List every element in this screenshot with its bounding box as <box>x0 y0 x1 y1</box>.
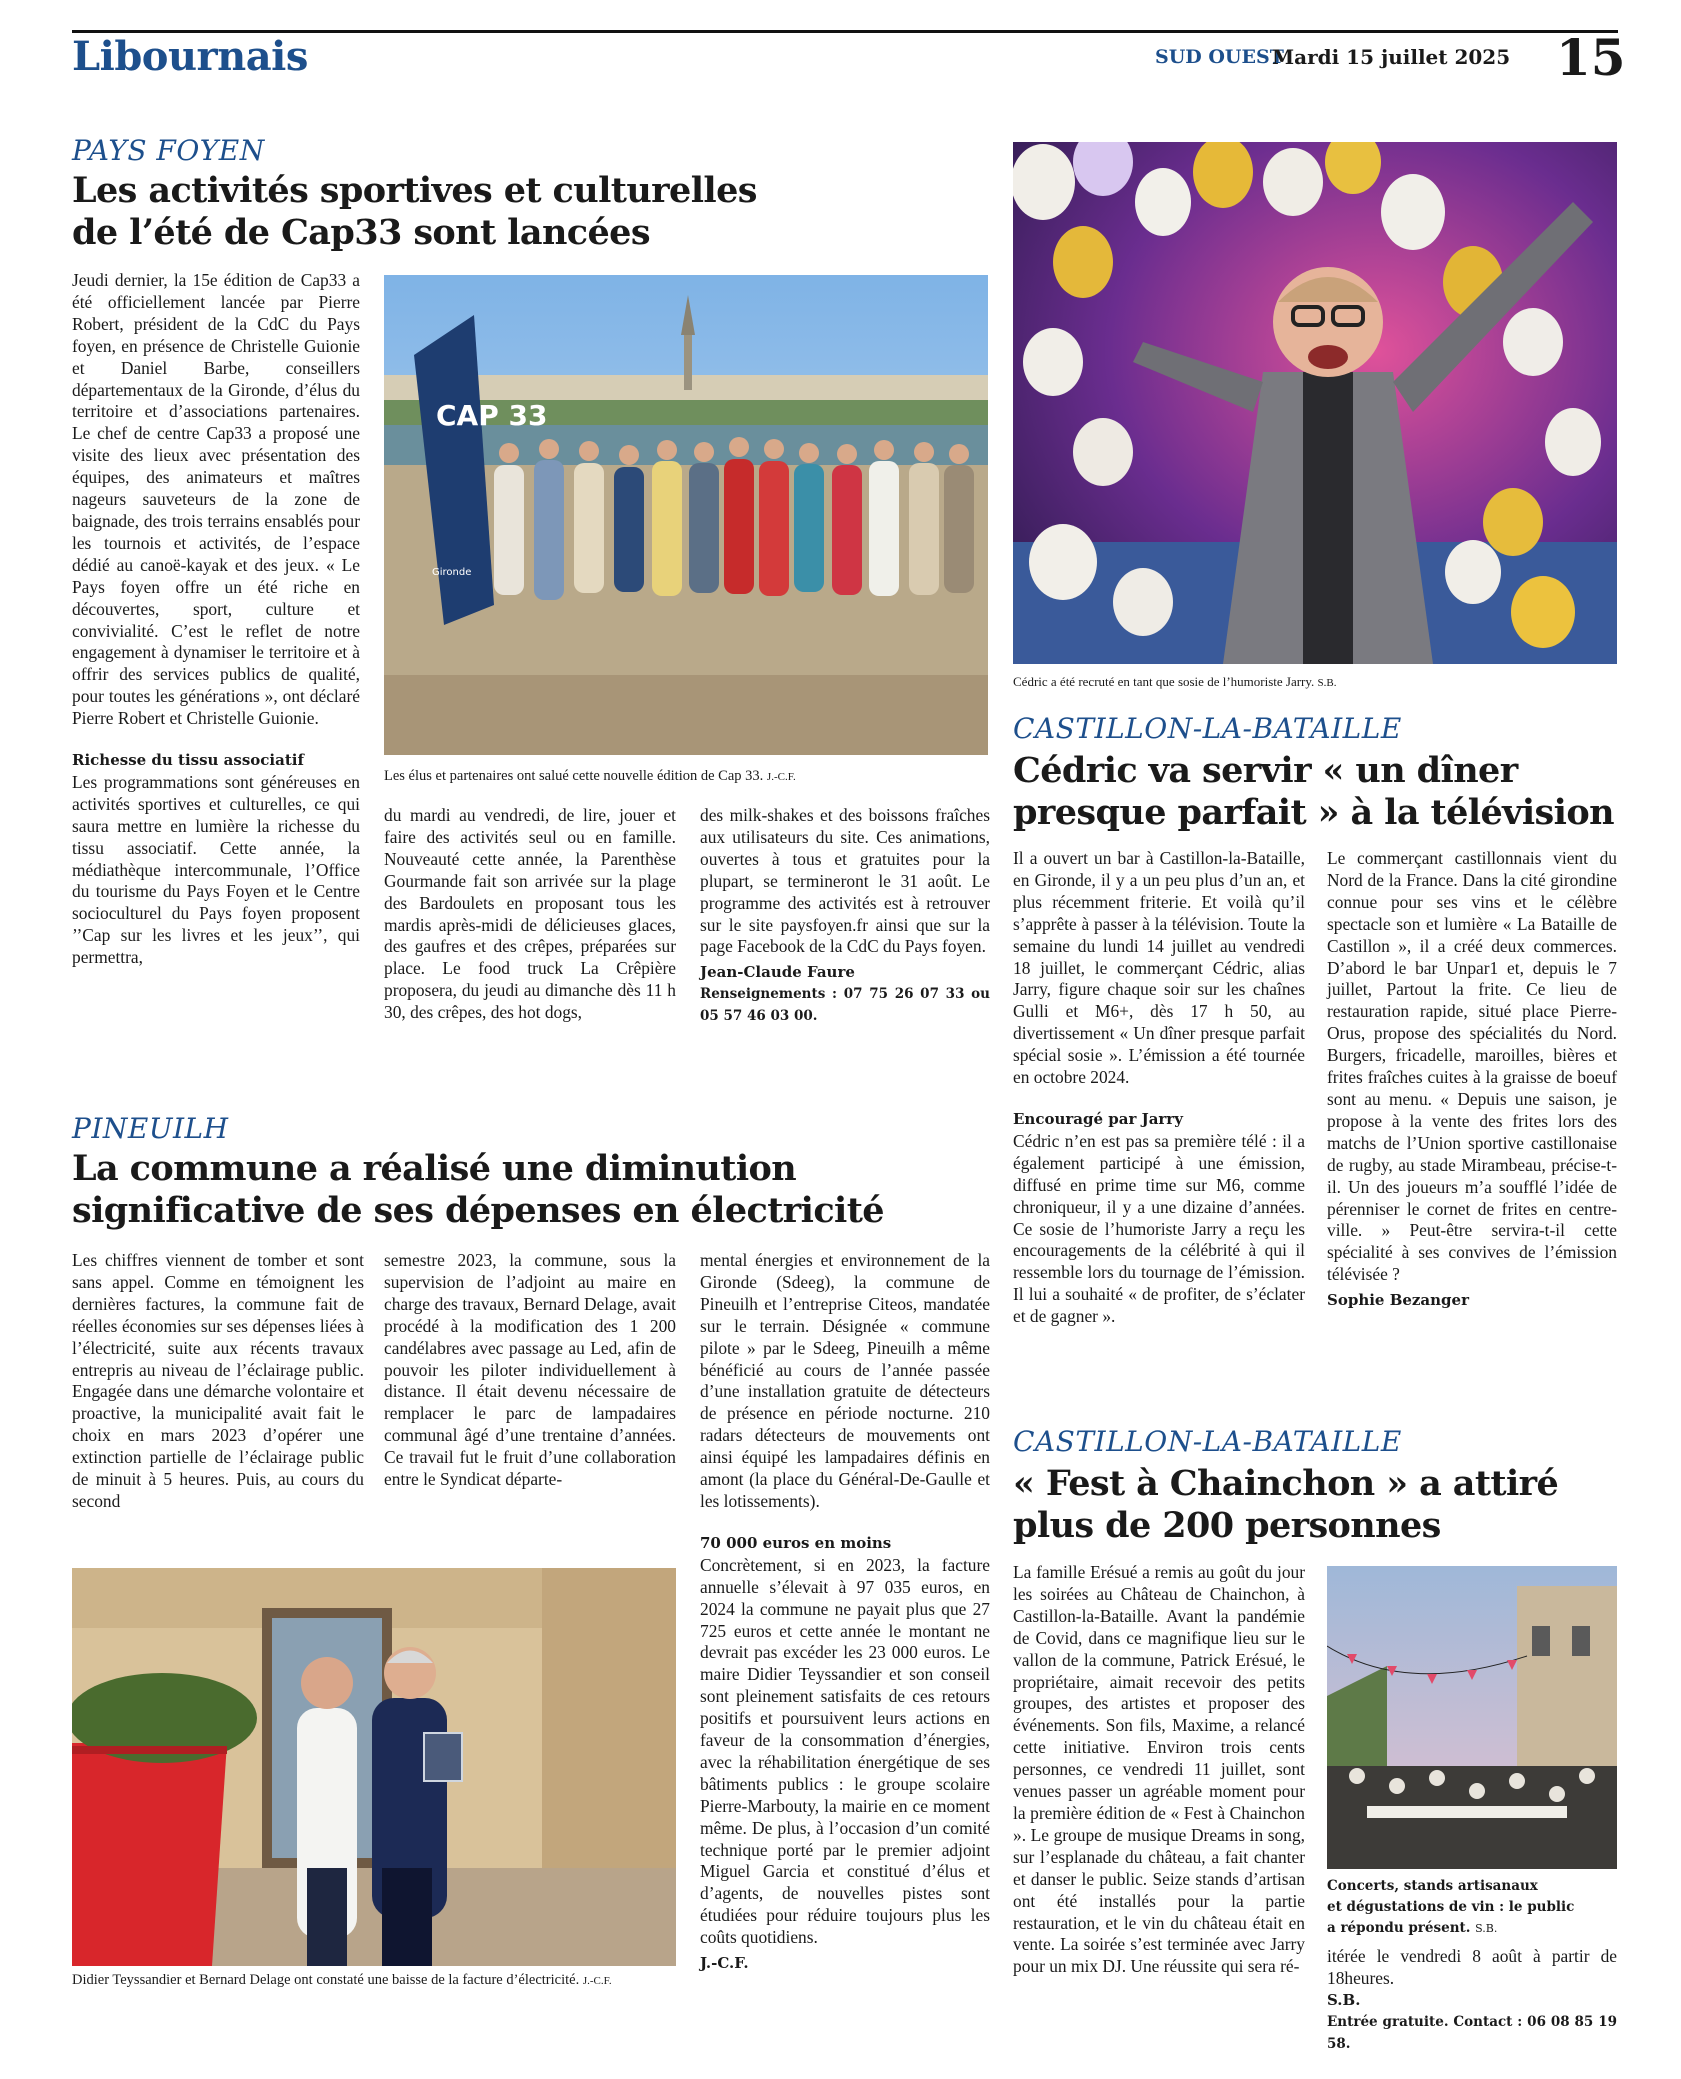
article4-info: Entrée gratuite. Contact : 06 08 85 19 58. <box>1327 2013 1617 2052</box>
article2-col1-after: Cédric n’en est pas sa première télé : il a également participé à une émission, diffusé en prime time sur M6, comme chroniqueur, il y a une dizaine d’années. Ce sosie de l’humoriste Jarry a reçu les encouragements de la célébrité à qui il ressemble lors du tournage de l’émission. Il lui a souhaité « de profiter, de s’éclater et de gagner ». <box>1013 1130 1305 1327</box>
article1-col3-text: des milk-shakes et des boissons fraîches aux utilisateurs du site. Ces animations, ouvertes à tous et gratuites pour la plupart, se termineront le 31 août. Le programme des activités est à retrouver sur le site paysfoyen.fr ainsi que sur la page Facebook de la CdC du Pays foyen. <box>700 805 990 957</box>
article2-col1-text: Il a ouvert un bar à Castillon-la-Bataille, en Gironde, il y a un peu plus d’un an, et plus récemment friterie. Et voilà qu’il s’apprête à passer à la télévision. Toute la semaine du lundi 14 juillet au vendredi 18 juillet, le commerçant Cédric, alias Jarry, figure chaque soir sur les chaînes Gulli et M6+, dès 17 h 50, au divertissement « Un dîner presque parfait spécial sosie ». L’émission a été tournée en octobre 2024. <box>1013 848 1305 1088</box>
article2-photo-credit: S.B. <box>1317 677 1337 689</box>
article4-col1 <box>1013 1562 1305 1978</box>
article3-author: J.-C.F. <box>700 1954 749 1973</box>
banner-gironde-text: Gironde <box>432 567 472 578</box>
section-title: Libournais <box>72 33 308 80</box>
article1-col2-text: du mardi au vendredi, de lire, jouer et faire des activités seul ou en famille. Nouveauté cette année, la Parenthèse Gourmande fait son arrivée sur la plage des Bardoulets en proposant tous les mardis après-midi de délicieuses glaces, des gaufres et des crêpes, préparées sur place. Le food truck La Crêpière proposera, du jeudi au dimanche dès 11 h 30, des crêpes, des hot dogs, <box>384 805 676 1023</box>
article4-caption-line1: Concerts, stands artisanaux <box>1327 1878 1538 1894</box>
article2-subhead: Encouragé par Jarry <box>1013 1109 1183 1128</box>
article1-col2 <box>384 805 676 1024</box>
article4-headline-line1: « Fest à Chainchon » a attiré <box>1013 1463 1559 1504</box>
article3-photo-credit: J.-C.F. <box>582 1975 612 1987</box>
issue-date: Mardi 15 juillet 2025 <box>1272 45 1511 69</box>
article4-caption-line2: et dégustations de vin : le public <box>1327 1899 1575 1915</box>
article1-photo-caption <box>384 766 988 787</box>
article2-kicker: CASTILLON-LA-BATAILLE <box>1013 712 1402 745</box>
article3-col3-after: Concrètement, si en 2023, la facture annuelle s’élevait à 97 035 euros, en 2024 la commune ne payait plus que 27 725 euros et cette année le montant ne devrait pas excéder les 23 000 euros. Le maire Didier Teyssandier et son conseil sont pleinement satisfaits de ces retours positifs et poursuivent leurs actions en faveur de la consommation d’énergies, avec la réhabilitation énergétique de ses bâtiments publics : le groupe scolaire Pierre-Marbouty, la mairie en ce moment même. De plus, à l’occasion d’un comité technique porté par le premier adjoint Miguel Garcia et constitué d’élus et d’agents, de nouvelles pistes sont étudiées pour réduire toujours plus les coûts quotidiens. <box>700 1554 990 1948</box>
article2-col2 <box>1327 848 1617 1312</box>
article1-subhead: Richesse du tissu associatif <box>72 751 304 770</box>
article3-col2 <box>384 1250 676 1491</box>
article2-photo-caption <box>1013 672 1617 693</box>
article2-col2-text: Le commerçant castillonnais vient du Nord de la France. Dans la cité girondine connue pour ses vins et le célèbre spectacle son et lumière « La Bataille de Castillon », il a créé deux commerces. D’abord le bar Unpar1 et, depuis le 7 juillet, Partout la frite. Ce lieu de restauration rapide, situé place Pierre-Orus, propose des spécialités du Nord. Burgers, fricadelle, maroilles, bières et frites fraîches cuites à la graisse de boeuf sont au menu. « Depuis une saison, je propose à la vente des frites lors des matchs de l’Union sportive castillonaise de rugby, au stade Mirambeau, précise-t-il. Un des joueurs m’a soufflé l’idée de pérenniser le cornet de frites en centre-ville. » Peut-être servira-t-il cette spécialité à ses convives de l’émission télévisée ? <box>1327 848 1617 1285</box>
article2-headline-line1: Cédric va servir « un dîner <box>1013 750 1518 791</box>
article2-author: Sophie Bezanger <box>1327 1291 1469 1310</box>
banner-cap-text: CAP 33 <box>436 399 548 432</box>
newspaper-name: SUD OUEST <box>1155 46 1284 68</box>
jarry-lookalike-photo <box>1013 142 1617 664</box>
article3-headline-line2: significative de ses dépenses en électricité <box>72 1190 884 1231</box>
article1-photo-credit: J.-C.F. <box>766 771 796 783</box>
article1-author: Jean-Claude Faure <box>700 963 855 982</box>
article1-headline-line2: de l’été de Cap33 sont lancées <box>72 212 650 253</box>
article3-headline <box>72 1148 1002 1232</box>
article3-subhead: 70 000 euros en moins <box>700 1533 892 1552</box>
page-number: 15 <box>1556 28 1626 87</box>
article1-caption-text: Les élus et partenaires ont salué cette nouvelle édition de Cap 33. <box>384 768 764 784</box>
cap33-group-photo <box>384 275 988 755</box>
article4-col2-text: itérée le vendredi 8 août à partir de 18heures. <box>1327 1946 1617 1988</box>
article3-kicker: PINEUILH <box>72 1112 229 1145</box>
article4-headline <box>1013 1463 1617 1547</box>
article3-col2-text: semestre 2023, la commune, sous la supervision de l’adjoint au maire en charge des travaux, Bernard Delage, avait procédé à la modification des 1 200 candélabres avec passage au Led, afin de pouvoir les piloter individuellement à distance. Il était devenu nécessaire de remplacer le parc de lampadaires communal âgé d’une trentaine d’années. Ce travail fut le fruit d’une collaboration entre le Syndicat départe- <box>384 1250 676 1490</box>
article1-info: Renseignements : 07 75 26 07 33 ou 05 57 46 03 00. <box>700 986 990 1025</box>
article4-caption-line3: a répondu présent. <box>1327 1920 1471 1936</box>
article4-headline-line2: plus de 200 personnes <box>1013 1505 1441 1546</box>
article1-col3 <box>700 805 990 1028</box>
article3-col3 <box>700 1250 990 1975</box>
article2-col1 <box>1013 848 1305 1328</box>
article4-photo-caption <box>1327 1876 1617 1939</box>
article4-kicker: CASTILLON-LA-BATAILLE <box>1013 1425 1402 1458</box>
article3-col3-text: mental énergies et environnement de la Gironde (Sdeeg), la commune de Pineuilh et l’entreprise Citeos, mandatée sur le terrain. Désignée « commune pilote » par le Sdeeg, Pineuilh a même bénéficié au cours de l’année passée d’une installation gratuite de détecteurs de présence en période nocturne. 210 radars détecteurs de mouvements ont ainsi équipé les lampadaires définis en amont (la place du Général-De-Gaulle et les lotissements). <box>700 1250 990 1511</box>
article3-caption-text: Didier Teyssandier et Bernard Delage ont constaté une baisse de la facture d’électricité. <box>72 1972 580 1988</box>
fest-chainchon-photo <box>1327 1566 1617 1869</box>
article1-headline-line1: Les activités sportives et culturelles <box>72 170 757 211</box>
article3-col1-text: Les chiffres viennent de tomber et sont sans appel. Comme en témoignent les dernières factures, la commune fait de réelles économies sur ses dépenses liées à l’électricité, suite aux récents travaux entrepris au niveau de l’éclairage public. Engagée dans une démarche volontaire et proactive, la municipalité avait fait le choix en mars 2023 d’opérer une extinction partielle de l’éclairage public de minuit à 5 heures. Puis, au cours du second <box>72 1250 364 1511</box>
article4-col2 <box>1327 1946 1617 2056</box>
article3-col1 <box>72 1250 364 1513</box>
article4-col1-text: La famille Erésué a remis au goût du jour les soirées au Château de Chainchon, à Castillon-la-Bataille. Avant la pandémie de Covid, dans ce magnifique lieu sur le vallon de la commune, Patrick Erésué, le propriétaire, aimait recevoir des petits groupes, des artistes et proposer des événements. Son fils, Maxime, a relancé cette initiative. Environ trois cents personnes, ce vendredi 11 juillet, sont venues passer un agréable moment pour la première édition de « Fest à Chainchon ». Le groupe de musique Dreams in song, sur l’esplanade du château, a fait chanter et danser le public. Seize stands d’artisan ont été installés pour la partie restauration, et le vin du château était en vente. La soirée s’est terminée avec Jarry pour un mix DJ. Une réussite qui sera ré- <box>1013 1562 1305 1977</box>
article1-col1-text: Jeudi dernier, la 15e édition de Cap33 a été officiellement lancée par Pierre Robert, président de la CdC du Pays foyen, en présence de Christelle Guionie et Daniel Barbe, conseillers départementaux de la Gironde, d’élus du territoire et d’associations partenaires. Le chef de centre Cap33 a proposé une visite des lieux avec présentation des équipes, des animateurs et maîtres nageurs sauveteurs de la zone de baignade, des trois terrains ensablés pour les tournois et activités, de l’espace dédié au canoë-kayak et des jeux. « Le Pays foyen offre un été riche en découvertes, sport, culture et convivialité. C’est le reflet de notre engagement à dynamiser le territoire et à offrir des services publics de qualité, pour toutes les générations », ont déclaré Pierre Robert et Christelle Guionie. <box>72 270 360 729</box>
article2-headline <box>1013 750 1617 834</box>
article4-author: S.B. <box>1327 1990 1361 2009</box>
article4-photo-credit: S.B. <box>1475 1922 1498 1935</box>
article3-headline-line1: La commune a réalisé une diminution <box>72 1148 797 1189</box>
article1-headline <box>72 170 1002 254</box>
mayor-deputy-photo <box>72 1568 676 1966</box>
article1-col1-after: Les programmations sont généreuses en activités sportives et culturelles, ce qui saura mettre en lumière la richesse du tissu associatif. Cette année, la médiathèque intercommunale, l’Office du tourisme du Pays Foyen et le Centre socioculturel du Pays foyen proposent ’’Cap sur les livres et les jeux’’, qui permettra, <box>72 771 360 968</box>
article2-headline-line2: presque parfait » à la télévision <box>1013 792 1614 833</box>
article2-caption-text: Cédric a été recruté en tant que sosie de l’humoriste Jarry. <box>1013 674 1315 689</box>
article3-photo-caption <box>72 1970 676 1991</box>
article1-col1 <box>72 270 360 969</box>
article1-kicker: PAYS FOYEN <box>72 134 265 167</box>
